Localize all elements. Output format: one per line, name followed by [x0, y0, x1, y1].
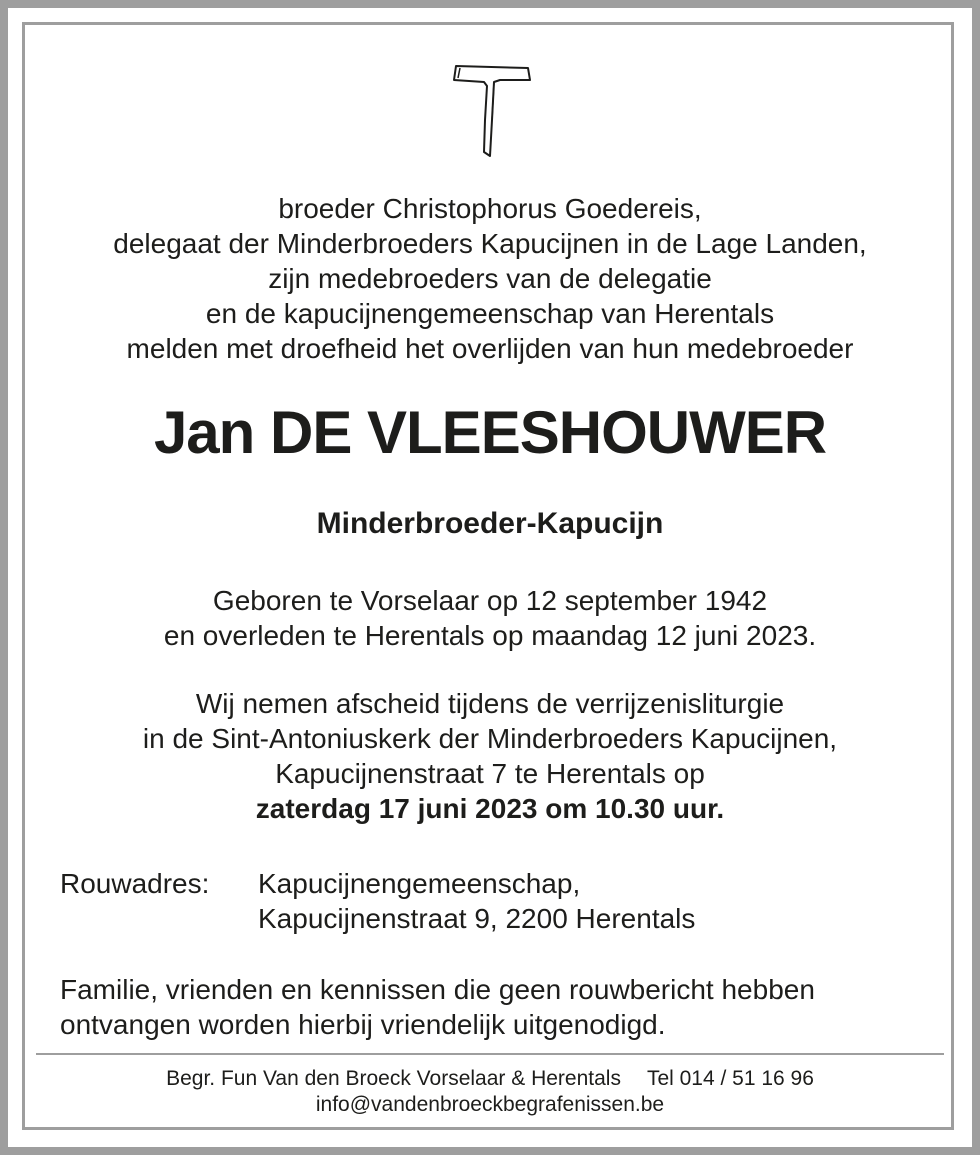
- footer-contact-line: [0, 1066, 980, 1092]
- family-note: [60, 972, 815, 1042]
- address-line: Kapucijnengemeenschap,: [258, 868, 581, 899]
- birth-line: Geboren te Vorselaar op 12 september 1942: [212, 585, 768, 616]
- family-note-line: Familie, vrienden en kennissen die geen rouwbericht hebben: [60, 974, 815, 1005]
- footer: [0, 1066, 980, 1118]
- service-line: in de Sint-Antoniuskerk der Minderbroeders Kapucijnen,: [142, 723, 838, 754]
- inner-border: [22, 22, 954, 1130]
- deceased-name: Jan DE VLEESHOUWER: [153, 399, 827, 466]
- service-line: Wij nemen afscheid tijdens de verrijzenisliturgie: [195, 688, 785, 719]
- mourning-address: [258, 866, 695, 936]
- intro-line: delegaat der Minderbroeders Kapucijnen in de Lage Landen,: [113, 228, 867, 259]
- service-datetime: zaterdag 17 juni 2023 om 10.30 uur.: [255, 793, 725, 824]
- footer-divider: [36, 1053, 944, 1055]
- intro-line: en de kapucijnengemeenschap van Herentals: [205, 298, 775, 329]
- deceased-title: Minderbroeder-Kapucijn: [316, 507, 664, 540]
- birth-death-block: [0, 583, 980, 653]
- phone-number: Tel 014 / 51 16 96: [646, 1067, 814, 1090]
- service-line: Kapucijnenstraat 7 te Herentals op: [275, 758, 705, 789]
- service-block: [0, 686, 980, 826]
- email-address: info@vandenbroeckbegrafenissen.be: [315, 1093, 665, 1116]
- intro-line: melden met droefheid het overlijden van hun medebroeder: [126, 333, 854, 364]
- intro-line: zijn medebroeders van de delegatie: [268, 263, 712, 294]
- mourning-address-label: Rouwadres:: [60, 868, 210, 899]
- tau-cross-icon: [450, 60, 532, 158]
- death-line: en overleden te Herentals op maandag 12 juni 2023.: [163, 620, 817, 651]
- address-line: Kapucijnenstraat 9, 2200 Herentals: [258, 903, 696, 934]
- family-note-line: ontvangen worden hierbij vriendelijk uitgenodigd.: [60, 1009, 666, 1040]
- intro-block: [0, 191, 980, 366]
- intro-line: broeder Christophorus Goedereis,: [278, 193, 702, 224]
- undertaker-name: Begr. Fun Van den Broeck Vorselaar & Herentals: [166, 1067, 621, 1090]
